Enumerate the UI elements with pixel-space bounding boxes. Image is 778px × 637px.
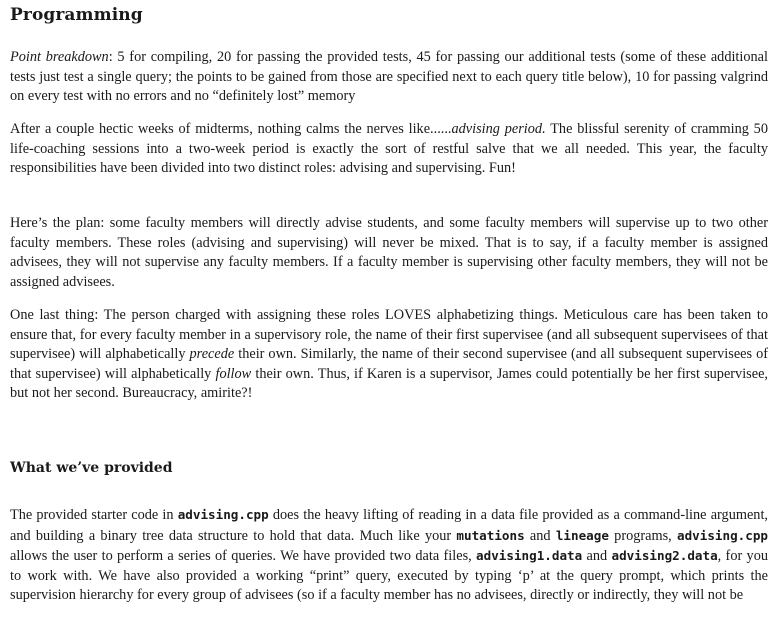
point-breakdown-paragraph bbox=[10, 48, 768, 107]
plan-text: Here’s the plan: some faculty members will directly advise students, and some faculty members will supervise up to two other faculty members. These roles (advising and supervising) will never be mixed. That is to say, if a faculty member is assigned advisees, they will not supervise any faculty members. If a faculty member is supervising other faculty members, they will not be assigned advisees. bbox=[10, 215, 768, 290]
provided-heading: What we’ve provided bbox=[10, 460, 173, 476]
provided-text: , for you to work with. We have also provided a working “print” query, executed by typing ‘p’ at the query prompt, which prints the supervision hierarchy for every group of advisees (so if a faculty member has no advisees, directly or indirectly, they will not be bbox=[10, 548, 768, 603]
plan-paragraph bbox=[10, 214, 768, 292]
provided-text: does the heavy lifting of reading in a data file provided as a command-line argument, and building a binary tree data structure to hold that data. Much like your bbox=[10, 507, 768, 544]
code-mutations: mutations bbox=[456, 527, 525, 543]
code-advising2-data: advising2.data bbox=[611, 548, 718, 563]
intro-text-1: After a couple hectic weeks of midterms, nothing calms the nerves like...... bbox=[10, 121, 452, 137]
alphabetizing-text-3: their own. Thus, if Karen is a supervisor, James could potentially be her first supervisee, but not her second. Bureaucracy, amirite?! bbox=[10, 365, 768, 401]
point-breakdown-label: Point breakdown bbox=[10, 49, 109, 65]
alphabetizing-emphasis-precede: precede bbox=[189, 346, 235, 362]
alphabetizing-paragraph bbox=[10, 306, 768, 404]
provided-text: The provided starter code in bbox=[10, 507, 178, 523]
code-advising-cpp-2: advising.cpp bbox=[677, 527, 768, 543]
provided-text: programs, bbox=[608, 527, 677, 544]
alphabetizing-emphasis-follow: follow bbox=[215, 365, 252, 382]
code-lineage: lineage bbox=[555, 527, 609, 543]
intro-text-2: The blissful serenity of cramming 50 life-coaching sessions into a two-week period is exactly the sort of restful salve that we all needed. This year, the faculty responsibilities have been divided into two distinct roles: advising and supervising. Fun! bbox=[10, 121, 768, 176]
intro-emphasis: advising period. bbox=[451, 121, 546, 137]
code-advising-cpp: advising.cpp bbox=[177, 507, 269, 522]
provided-paragraph bbox=[10, 505, 768, 606]
alphabetizing-text-1: One last thing: The person charged with assigning these roles LOVES alphabetizing things. Meticulous care has been taken to ensure that, for every faculty member in a supervisory role, the name of their first supervisee (and all subsequent supervisees of that supervisee) will alphabetically bbox=[10, 307, 768, 362]
code-advising1-data: advising1.data bbox=[476, 548, 583, 563]
section-title: Programming bbox=[10, 5, 143, 25]
point-breakdown-text: : 5 for compiling, 20 for passing the provided tests, 45 for passing our additional tests (some of these additional tests just test a single query; the points to be gained from those are specified next to each query title below), 10 for passing valgrind on every test with no errors and no “definitely lost” memory bbox=[10, 49, 768, 104]
provided-text: and bbox=[582, 548, 612, 564]
intro-paragraph bbox=[10, 120, 768, 179]
provided-text: and bbox=[524, 527, 556, 544]
alphabetizing-text-2: their own. Similarly, the name of their second supervisee (and all subsequent supervisees of that supervisee) will alphabetically bbox=[10, 346, 768, 382]
provided-text: allows the user to perform a series of queries. We have provided two data files, bbox=[10, 548, 477, 564]
